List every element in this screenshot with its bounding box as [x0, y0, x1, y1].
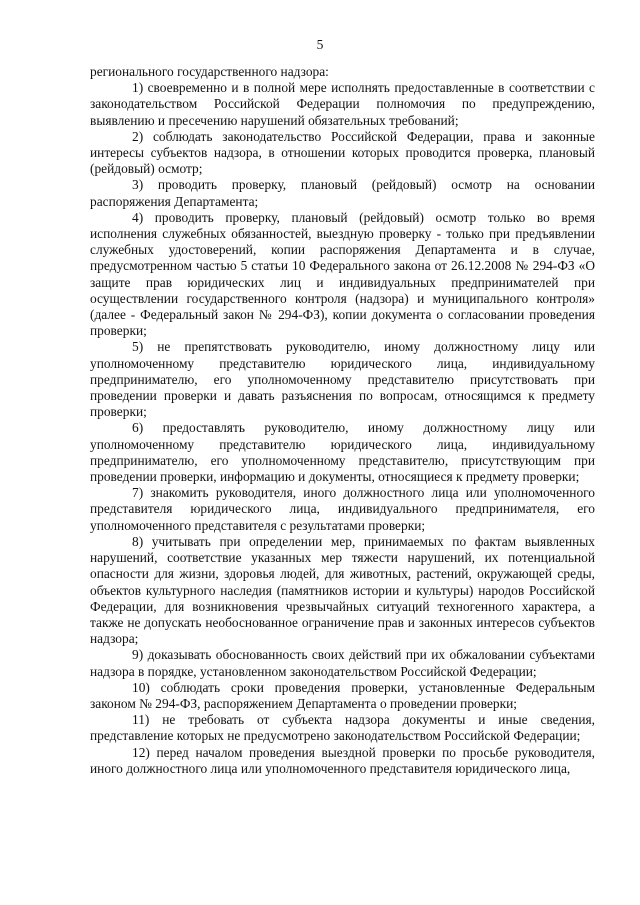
- paragraph-item-5: 5) не препятствовать руководителю, иному должностному лицу или уполномоченному представителю юридического лица, индивидуальному предпринимателю, его уполномоченному представителю присутствовать при проведении проверки и давать разъяснения по вопросам, относящимся к предмету проверки;: [90, 339, 595, 420]
- paragraph-item-8: 8) учитывать при определении мер, принимаемых по фактам выявленных нарушений, соответствие указанных мер тяжести нарушений, их потенциальной опасности для жизни, здоровья людей, для животных, растений, окружающей среды, объектов культурного наследия (памятников истории и культуры) народов Российской Федерации, для возникновения чрезвычайных ситуаций техногенного характера, а также не допускать необоснованное ограничение прав и законных интересов субъектов надзора;: [90, 533, 595, 647]
- document-body: [90, 64, 595, 777]
- paragraph-item-6: 6) предоставлять руководителю, иному должностному лицу или уполномоченному представителю юридического лица, индивидуальному предпринимателю, его уполномоченному представителю, присутствующим при проведении проверки, информацию и документы, относящиеся к предмету проверки;: [90, 420, 595, 485]
- paragraph-item-3: 3) проводить проверку, плановый (рейдовый) осмотр на основании распоряжения Департамента;: [90, 177, 595, 209]
- paragraph-item-11: 11) не требовать от субъекта надзора документы и иные сведения, представление которых не предусмотрено законодательством Российской Федерации;: [90, 712, 595, 744]
- paragraph-continuation: регионального государственного надзора:: [90, 64, 329, 79]
- paragraph-item-4: 4) проводить проверку, плановый (рейдовый) осмотр только во время исполнения служебных обязанностей, выездную проверку - только при предъявлении служебных удостоверений, копии распоряжения Департамента и в случае, предусмотренном частью 5 статьи 10 Федерального закона от 26.12.2008 № 294-ФЗ «О защите прав юридических лиц и индивидуальных предпринимателей при осуществлении государственного контроля (надзора) и муниципального контроля» (далее - Федеральный закон № 294-ФЗ), копии документа о согласовании проведения проверки;: [90, 209, 595, 339]
- paragraph-item-1: 1) своевременно и в полной мере исполнять предоставленные в соответствии с законодательством Российской Федерации полномочия по предупреждению, выявлению и пресечению нарушений обязательных требований;: [90, 80, 595, 128]
- paragraph-item-2: 2) соблюдать законодательство Российской Федерации, права и законные интересы субъектов надзора, в отношении которых проводится проверка, плановый (рейдовый) осмотр;: [90, 128, 595, 177]
- page-number: 5: [316, 37, 324, 52]
- paragraph-item-10: 10) соблюдать сроки проведения проверки, установленные Федеральным законом № 294-ФЗ, распоряжением Департамента о проведении проверки;: [90, 679, 595, 711]
- paragraph-item-9: 9) доказывать обоснованность своих действий при их обжаловании субъектами надзора в порядке, установленном законодательством Российской Федерации;: [90, 647, 595, 679]
- paragraph-item-7: 7) знакомить руководителя, иного должностного лица или уполномоченного представителя юридического лица, индивидуального предпринимателя, его уполномоченного представителя с результатами проверки;: [90, 485, 595, 533]
- paragraph-item-12: 12) перед началом проведения выездной проверки по просьбе руководителя, иного должностного лица или уполномоченного представителя юридического лица,: [90, 744, 595, 776]
